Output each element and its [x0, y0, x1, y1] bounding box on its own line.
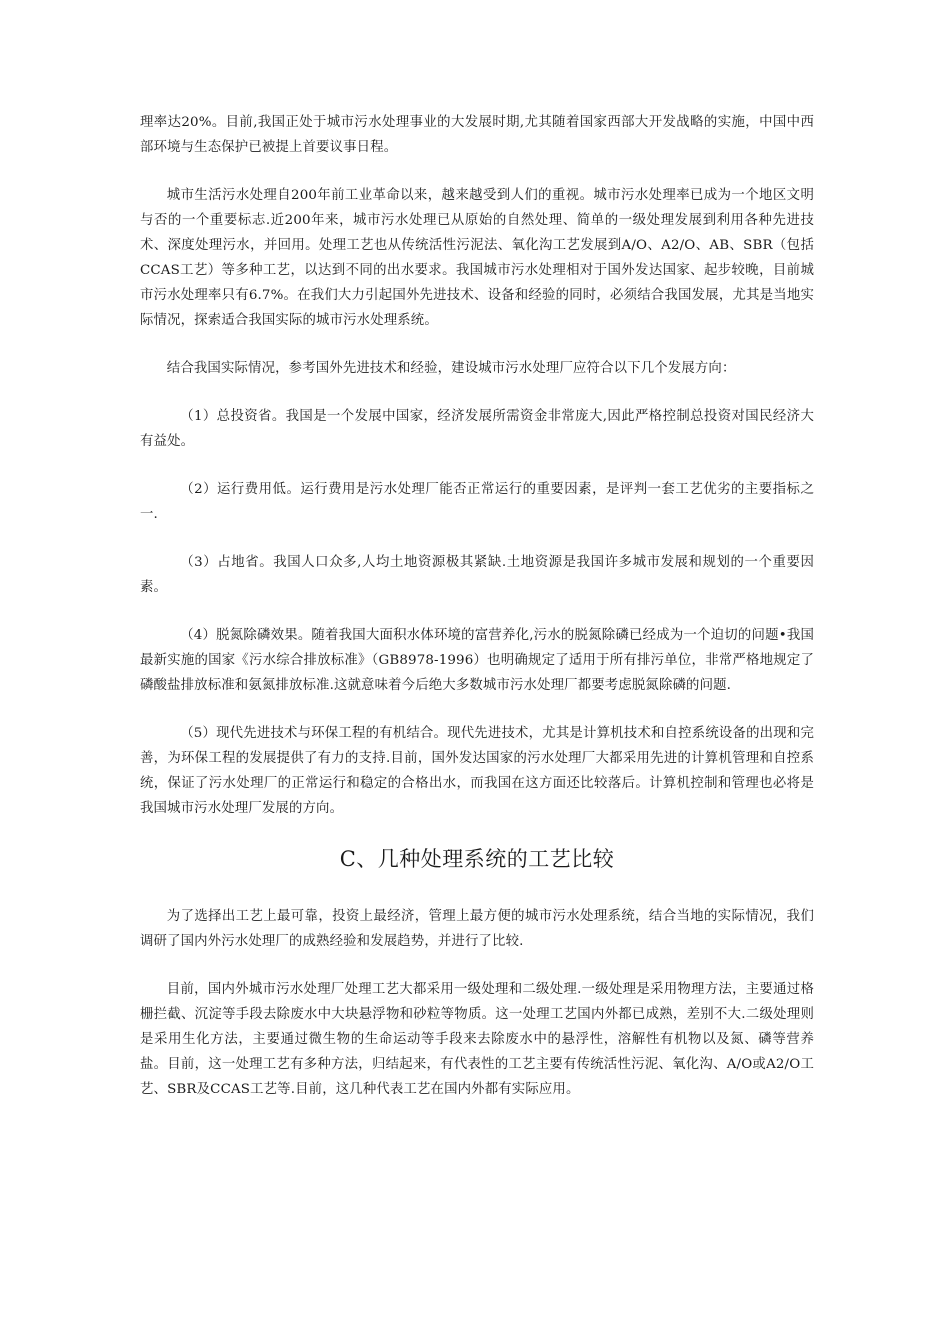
direction-item-advanced-technology: （5）现代先进技术与环保工程的有机结合。现代先进技术，尤其是计算机技术和自控系统设备的出现和完善，为环保工程的发展提供了有力的支持.目前，国外发达国家的污水处理厂大都采用先进的计算机管理和自控系统，保证了污水处理厂的正常运行和稳定的合格出水，而我国在这方面还比较落后。计算机控制和管理也必将是我国城市污水处理厂发展的方向。 [140, 726, 814, 816]
paragraph-process-selection: 为了选择出工艺上最可靠，投资上最经济，管理上最方便的城市污水处理系统，结合当地的实际情况，我们调研了国内外污水处理厂的成熟经验和发展趋势，并进行了比较. [140, 909, 814, 949]
section-heading: C、几种处理系统的工艺比较 [339, 847, 615, 871]
document-page [140, 110, 814, 1125]
paragraph-urban-sewage-history: 城市生活污水处理自200年前工业革命以来，越来越受到人们的重视。城市污水处理率已成为一个地区文明与否的一个重要标志.近200年来，城市污水处理已从原始的自然处理、简单的一级处理发展到利用各种先进技术、深度处理污水，并回用。处理工艺也从传统活性污泥法、氧化沟工艺发展到A/O、A2/O、AB、SBR（包括CCAS工艺）等多种工艺，以达到不同的出水要求。我国城市污水处理相对于国外发达国家、起步较晚，目前城市污水处理率只有6.7%。在我们大力引起国外先进技术、设备和经验的同时，必须结合我国发展，尤其是当地实际情况，探索适合我国实际的城市污水处理系统。 [140, 188, 814, 328]
direction-item-nitrogen-phosphorus: （4）脱氮除磷效果。随着我国大面积水体环境的富营养化,污水的脱氮除磷已经成为一个迫切的问题•我国最新实施的国家《污水综合排放标准》（GB8978-1996）也明确规定了适用于所有排污单位，非常严格地规定了磷酸盐排放标准和氨氮排放标准.这就意味着今后绝大多数城市污水处理厂都要考虑脱氮除磷的问题. [140, 628, 814, 693]
direction-item-operating-cost: （2）运行费用低。运行费用是污水处理厂能否正常运行的重要因素，是评判一套工艺优劣的主要指标之一. [140, 482, 814, 522]
direction-item-land-use: （3）占地省。我国人口众多,人均土地资源极其紧缺.土地资源是我国许多城市发展和规划的一个重要因素。 [140, 555, 814, 595]
paragraph-intro-continued: 理率达20%。目前,我国正处于城市污水处理事业的大发展时期,尤其随着国家西部大开发战略的实施，中国中西部环境与生态保护已被提上首要议事日程。 [140, 115, 814, 155]
paragraph-development-directions-intro: 结合我国实际情况，参考国外先进技术和经验，建设城市污水处理厂应符合以下几个发展方向： [166, 361, 736, 376]
paragraph-treatment-stages: 目前，国内外城市污水处理厂处理工艺大都采用一级处理和二级处理.一级处理是采用物理方法，主要通过格栅拦截、沉淀等手段去除废水中大块悬浮物和砂粒等物质。这一处理工艺国内外都已成熟，差别不大.二级处理则是采用生化方法，主要通过微生物的生命运动等手段来去除废水中的悬浮性，溶解性有机物以及氮、磷等营养盐。目前，这一处理工艺有多种方法，归结起来，有代表性的工艺主要有传统活性污泥、氧化沟、A/O或A2/O工艺、SBR及CCAS工艺等.目前，这几种代表工艺在国内外都有实际应用。 [140, 982, 814, 1097]
direction-item-investment: （1）总投资省。我国是一个发展中国家，经济发展所需资金非常庞大,因此严格控制总投资对国民经济大有益处。 [140, 409, 814, 449]
